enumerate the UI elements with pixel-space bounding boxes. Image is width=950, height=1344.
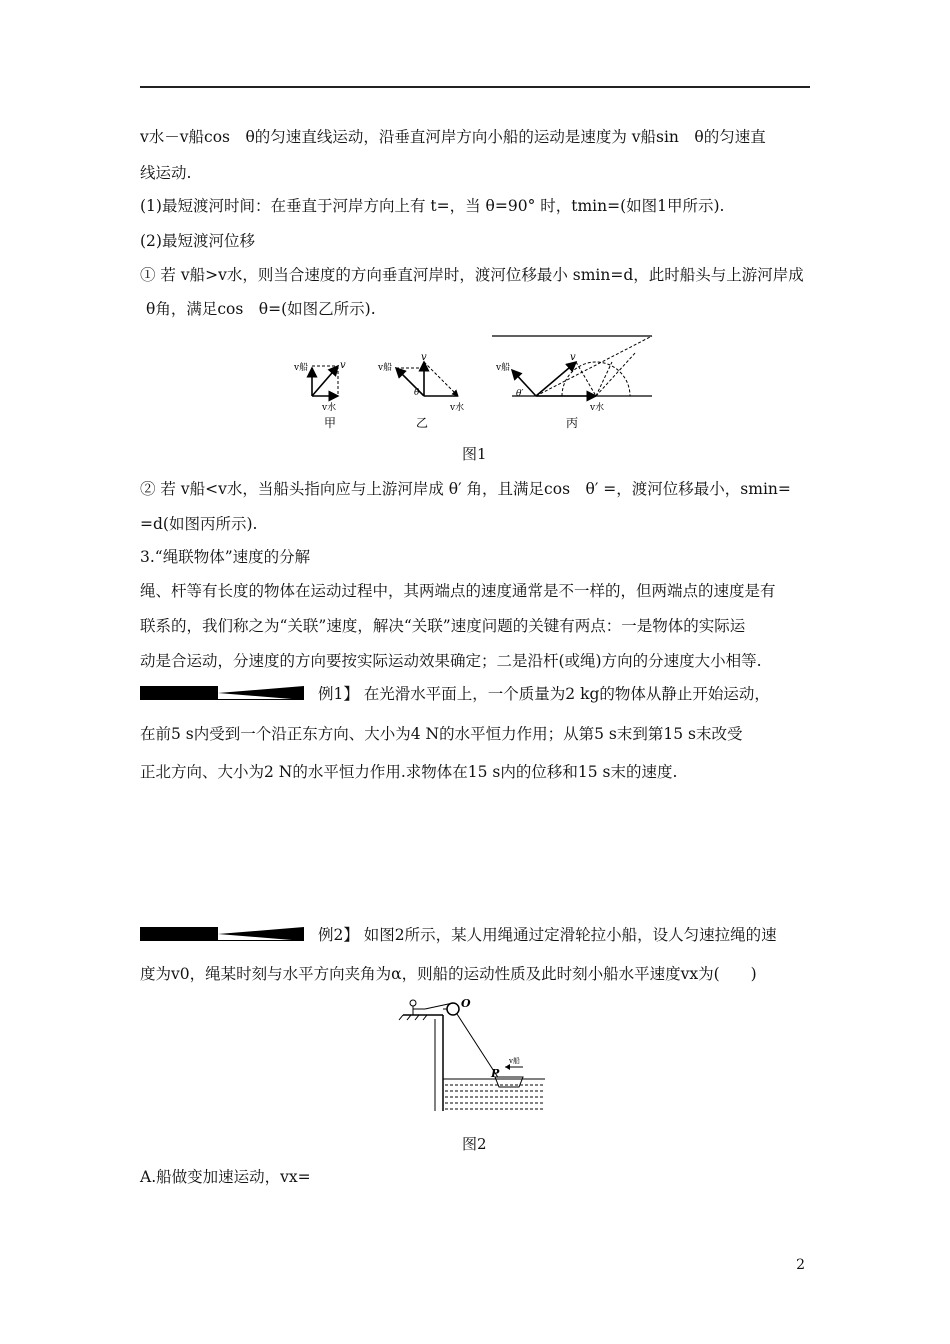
- fig1-label: v水: [322, 403, 337, 413]
- text-line: 度为v0，绳某时刻与水平方向夹角为α，则船的运动性质及此时刻小船水平速度vx为( ): [140, 965, 757, 983]
- header-rule: [140, 86, 810, 88]
- fig1-label: v水: [450, 403, 465, 413]
- text-line: 动是合运动，分速度的方向要按实际运动效果确定；二是沿杆(或绳)方向的分速度大小相等.: [140, 652, 762, 670]
- fig1-label: v船: [378, 363, 393, 373]
- example-1-title: 例1】 在光滑水平面上，一个质量为2 kg的物体从静止开始运动，: [318, 685, 770, 703]
- fig1-sub-label: 乙: [416, 416, 429, 430]
- fig1-label: v船: [294, 363, 309, 373]
- fig1-panel-bing: [492, 336, 652, 430]
- figure-1: [290, 332, 660, 432]
- fig1-label: v水: [590, 403, 605, 413]
- text-line: 绳、杆等有长度的物体在运动过程中，其两端点的速度通常是不一样的，但两端点的速度是有: [140, 582, 776, 600]
- figure-2-caption: 图2: [462, 1135, 487, 1153]
- text-line: 在前5 s内受到一个沿正东方向、大小为4 N的水平恒力作用；从第5 s末到第15 s末改受: [140, 725, 743, 743]
- page-number: 2: [796, 1257, 805, 1273]
- text-line: (2)最短渡河位移: [140, 232, 255, 250]
- text-line: θ角，满足cos θ=(如图乙所示).: [146, 300, 376, 318]
- fig1-sub-label: 甲: [324, 416, 337, 430]
- fig1-label: v船: [496, 363, 511, 373]
- text-line: (1)最短渡河时间：在垂直于河岸方向上有 t=，当 θ=90° 时，tmin=(如图1甲所示).: [140, 197, 725, 215]
- fig1-sub-label: 丙: [566, 416, 579, 430]
- fig2-label: O: [461, 997, 471, 1010]
- fig1-label: θ: [414, 388, 420, 398]
- text-line: 3.“绳联物体”速度的分解: [140, 548, 311, 566]
- text-line: ① 若 v船>v水，则当合速度的方向垂直河岸时，渡河位移最小 smin=d，此时船头与上游河岸成: [140, 266, 804, 284]
- fig1-label: v: [421, 352, 427, 363]
- fig2-label: P: [491, 1067, 500, 1080]
- text-line: =d(如图丙所示).: [140, 515, 258, 533]
- option-a: A.船做变加速运动，vx=: [140, 1168, 311, 1186]
- text-line: 正北方向、大小为2 N的水平恒力作用.求物体在15 s内的位移和15 s末的速度.: [140, 763, 678, 781]
- figure-2: [395, 997, 555, 1117]
- text-line: ② 若 v船<v水，当船头指向应与上游河岸成 θ′ 角，且满足cos θ′ =，渡河位移最小，smin=: [140, 480, 791, 498]
- fig1-panel-yi: [377, 352, 464, 430]
- fig1-label: v: [570, 352, 576, 363]
- fig1-panel-jia: [293, 360, 346, 430]
- fig1-label: v: [340, 360, 346, 371]
- fig1-label: θ′: [516, 389, 524, 399]
- text-line: 线运动.: [140, 164, 192, 182]
- figure-1-caption: 图1: [462, 445, 487, 463]
- text-line: 联系的，我们称之为“关联”速度，解决“关联”速度问题的关键有两点：一是物体的实际运: [140, 617, 746, 635]
- fig2-label: v船: [509, 1057, 520, 1065]
- text-line: v水－v船cos θ的匀速直线运动，沿垂直河岸方向小船的运动是速度为 v船sin θ的匀速直: [140, 128, 766, 146]
- example-2-title: 例2】 如图2所示，某人用绳通过定滑轮拉小船，设人匀速拉绳的速: [318, 926, 777, 944]
